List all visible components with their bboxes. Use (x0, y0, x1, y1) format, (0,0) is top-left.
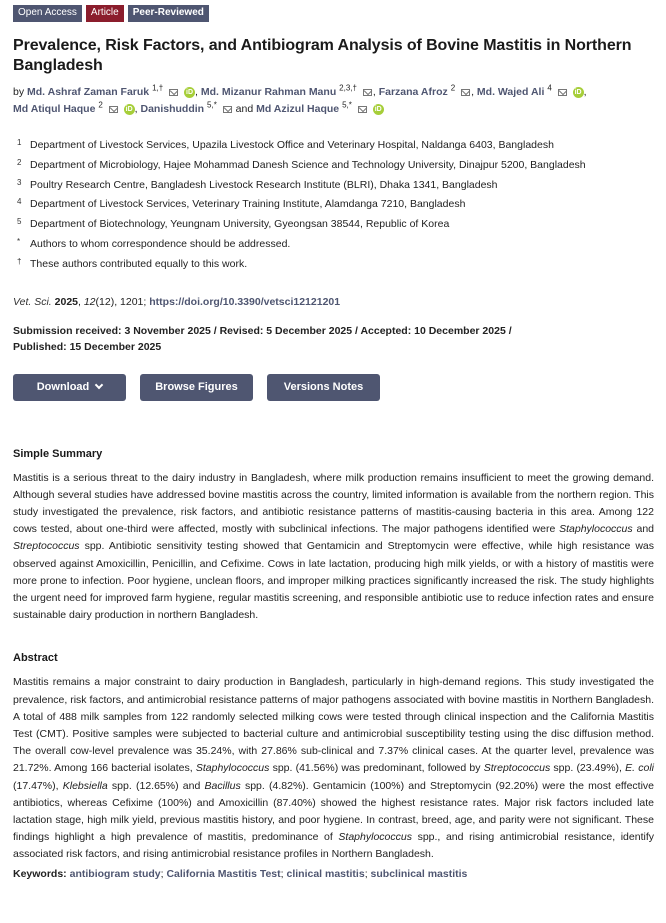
summary-text-part: spp. Antibiotic sensitivity testing showed that Gentamicin and Streptomycin were effective, while high resistance was observed against Amoxicillin, Penicillin, and Cefixime. Cows in late lactation, producing high milk yields, or with a history of mastitis were more prone to infection. Poor hygiene, unclean floors, and improper milking practices significantly increased the risk. The study highlights the urgent need for improved farm hygiene, regular mastitis screening, and responsible antibiotic use to reduce infection rates and ensure sustainable dairy production in northern Bangladesh. (13, 540, 654, 622)
affiliation-list (13, 136, 654, 275)
author-7-name[interactable]: Md Azizul Haque (256, 103, 340, 115)
affiliation-item (13, 195, 654, 215)
summary-text-part: and (632, 523, 655, 536)
browse-figures-label: Browse Figures (155, 381, 238, 394)
citation-issue: (12), 1201; (95, 295, 147, 308)
by-label: by (13, 86, 25, 98)
abstract-text-part: spp. (23.49%), (550, 762, 626, 775)
mail-icon[interactable] (223, 106, 232, 113)
abstract-text-part: Mastitis remains a major constraint to dairy production in Bangladesh, particularly in high-demand regions. This study investigated the prevalence, risk factors, and antimicrobial resistance patterns of major pathogens associated with bovine mastitis in Northern Bangladesh. A total of 488 milk samples from 122 randomly selected milking cows were tested through clinical inspection and the California Mastitis Test (CMT). Positive samples were subjected to bacterial culture and antimicrobial susceptibility testing using the disc diffusion method. The overall cow-level prevalence was 35.24%, with 27.86% sub-clinical and 7.37% clinical cases. At the quarter level, prevalence was 21.72%. Among 166 bacterial isolates, (13, 676, 654, 775)
affiliation-number: 4 (17, 197, 22, 207)
affiliation-number: 3 (17, 177, 22, 187)
mail-icon[interactable] (169, 89, 178, 96)
mail-icon[interactable] (558, 89, 567, 96)
affiliation-item (13, 156, 654, 176)
simple-summary-text (13, 470, 654, 625)
author-6-sup: 5,* (207, 100, 217, 110)
keywords-label: Keywords: (13, 867, 67, 880)
author-1-name[interactable]: Md. Ashraf Zaman Faruk (27, 86, 150, 98)
author-5-name[interactable]: Md Atiqul Haque (13, 103, 96, 115)
affiliation-number: 1 (17, 138, 22, 147)
author-4-sup: 4 (547, 83, 552, 93)
keyword-link[interactable]: antibiogram study (69, 867, 161, 880)
abstract-species-name: Staphylococcus (195, 762, 270, 775)
mail-icon[interactable] (358, 106, 367, 113)
affiliation-text: Department of Biotechnology, Yeungnam University, Gyeongsan 38544, Republic of Korea (30, 218, 450, 231)
action-buttons (13, 374, 654, 401)
mail-icon[interactable] (109, 106, 118, 113)
summary-species-name: Staphylococcus (559, 523, 633, 536)
author-2-name[interactable]: Md. Mizanur Rahman Manu (200, 86, 337, 98)
mail-icon[interactable] (461, 89, 470, 96)
open-access-badge[interactable]: Open Access (13, 5, 82, 22)
mail-icon[interactable] (363, 89, 372, 96)
abstract-species-name: Streptococcus (483, 762, 551, 775)
affiliation-item (13, 176, 654, 196)
chevron-down-icon (95, 381, 103, 389)
abstract-species-name: Staphylococcus (338, 831, 412, 844)
author-5-sup: 2 (98, 100, 103, 110)
publication-dates (13, 323, 654, 355)
affiliation-item (13, 235, 654, 255)
author-3-name[interactable]: Farzana Afroz (378, 86, 448, 98)
abstract-text-part: spp. (12.65%) and (107, 779, 205, 792)
author-4-name[interactable]: Md. Wajed Ali (476, 86, 545, 98)
doi-link[interactable]: https://doi.org/10.3390/vetsci12121201 (149, 295, 341, 308)
orcid-icon[interactable]: iD (125, 105, 133, 113)
affiliation-text: Department of Livestock Services, Upazila Livestock Office and Veterinary Hospital, Naldanga 6403, Bangladesh (30, 139, 554, 151)
dates-line-2: Published: 15 December 2025 (13, 340, 162, 353)
orcid-icon[interactable]: iD (186, 88, 194, 96)
abstract-species-name: Klebsiella (62, 779, 108, 792)
summary-species-name: Streptococcus (13, 540, 80, 553)
abstract-text-part: spp. (41.56%) was predominant, followed by (269, 762, 484, 775)
citation-year: 2025 (54, 295, 78, 308)
keyword-link[interactable]: subclinical mastitis (370, 867, 468, 880)
peer-reviewed-badge[interactable]: Peer-Reviewed (128, 5, 209, 22)
affiliation-text: Department of Livestock Services, Veterinary Training Institute, Alamdanga 7210, Bangladesh (30, 198, 466, 211)
affiliation-item (13, 215, 654, 235)
abstract-text (13, 674, 654, 863)
abstract-heading: Abstract (13, 652, 58, 665)
keyword-link[interactable]: California Mastitis Test (166, 867, 281, 880)
article-type-badge: Article (86, 5, 124, 22)
versions-notes-label: Versions Notes (283, 381, 364, 394)
orcid-icon[interactable]: iD (574, 88, 582, 96)
abstract-species-name: Bacillus (204, 779, 241, 792)
author-2-sup: 2,3,† (339, 83, 357, 93)
summary-text-part: Mastitis is a serious threat to the dairy industry in Bangladesh, where milk production remains insufficient to meet the growing demand. Although several studies have addressed bovine mastitis across the country, limited information is available from the northern region. This study investigated the prevalence, risk factors, and antibiotic resistance patterns of mastitis-causing bacteria in this area. Among 122 cows tested, about one-third were affected, mostly with subclinical infections. The major pathogens identified were (13, 471, 654, 536)
keyword-separator: ; (160, 867, 164, 880)
keyword-link[interactable]: clinical mastitis (286, 867, 365, 880)
affiliation-number: † (17, 256, 22, 266)
affiliation-number: 2 (17, 157, 22, 167)
author-1-sup: 1,† (152, 83, 164, 93)
affiliation-text: Authors to whom correspondence should be addressed. (30, 237, 291, 250)
abstract-text-part: spp., and rising antimicrobial resistance, identify associated risk factors, and rising antimicrobial resistance profiles in Northern Bangladesh. (13, 831, 654, 861)
affiliation-text: Poultry Research Centre, Bangladesh Livestock Research Institute (BLRI), Dhaka 1341, Bangladesh (30, 178, 498, 191)
orcid-icon[interactable]: iD (374, 105, 382, 113)
browse-figures-button[interactable] (140, 374, 253, 401)
affiliation-text: These authors contributed equally to this work. (30, 257, 248, 270)
affiliation-number: 5 (17, 217, 22, 227)
keyword-separator: ; (364, 867, 368, 880)
affiliation-text: Department of Microbiology, Hajee Mohammad Danesh Science and Technology University, Dinajpur 5200, Bangladesh (30, 158, 586, 171)
affiliation-number: * (17, 236, 21, 246)
badge-row (13, 5, 654, 22)
journal-name: Vet. Sci. (13, 295, 52, 308)
and-label: and (235, 103, 254, 115)
abstract-species-name: E. coli (625, 762, 655, 775)
keywords-line (13, 867, 654, 881)
author-3-sup: 2 (450, 83, 456, 93)
versions-notes-button[interactable] (267, 374, 380, 401)
dates-line-1: Submission received: 3 November 2025 / Revised: 5 December 2025 / Accepted: 10 December 2025 / (13, 324, 512, 337)
citation-volume: 12 (83, 295, 96, 308)
affiliation-item (13, 255, 654, 275)
download-button-label: Download (36, 381, 90, 394)
abstract-text-part: spp. (4.82%). Gentamicin (100%) and Streptomycin (92.20%) were the most effective antibiotics, whereas Cefixime (100%) and Amoxicillin (87.40%) showed the highest resistance rates. Major risk factors included late lactation stage, high milk yield, previous mastitis history, and poor hygiene. In contrast, breed, age, and parity were not significant. These findings highlight a high prevalence of mastitis, predominance of (13, 779, 655, 844)
author-list: by Md. Ashraf Zaman Faruk $^{1,\dagger}$ iD , Md. Mizanur Rahman Manu $^{2,3,\dagger}$ , Farzana Afroz $^2$ , Md. Wajed Ali $^4$ iD , Md Atiqul Haque $^2$ iD , Danishuddin $^{5,*}$ and Md Azizul Haque $^{5,*}$ iD (13, 83, 587, 115)
author-7-sup: 5,* (342, 100, 352, 110)
author-6-name[interactable]: Danishuddin (140, 103, 205, 115)
abstract-text-part: (17.47%), (13, 779, 63, 792)
keyword-separator: ; (280, 867, 284, 880)
download-button[interactable] (13, 374, 126, 401)
affiliation-item (13, 136, 654, 156)
citation-line: Vet. Sci. 2025, 12(12), 1201; https://doi.org/10.3390/vetsci12121201 (13, 295, 341, 308)
simple-summary-heading: Simple Summary (13, 447, 103, 460)
article-title: Prevalence, Risk Factors, and Antibiogram Analysis of Bovine Mastitis in Northern Bangladesh (13, 37, 632, 74)
